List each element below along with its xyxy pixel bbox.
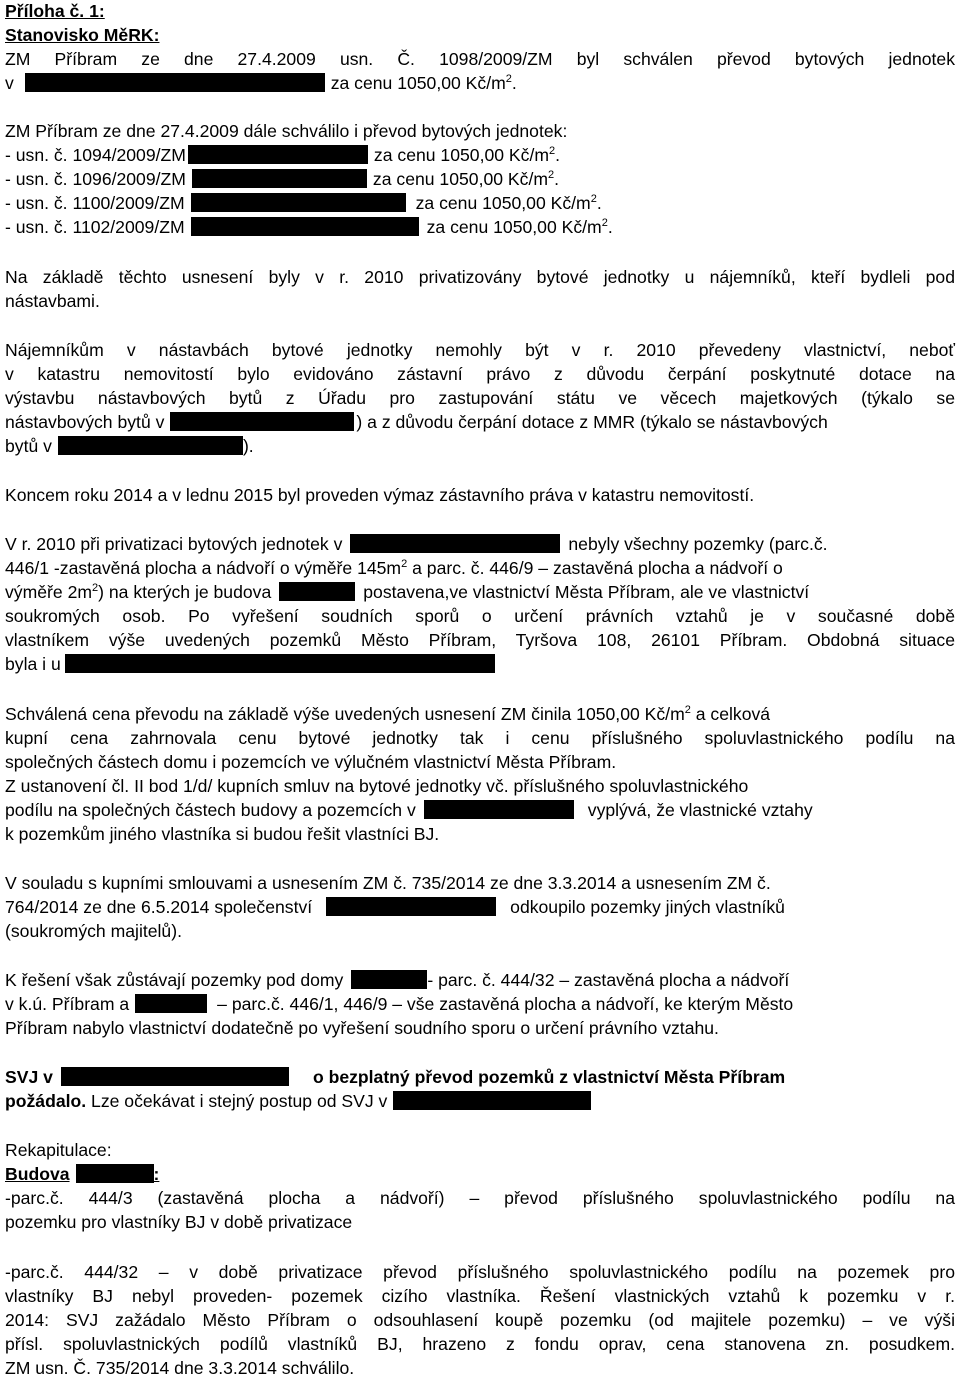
superscript: 2	[549, 145, 556, 157]
text: byla i u	[5, 654, 61, 674]
redaction-block	[61, 1067, 289, 1086]
resolution-number: - usn. č. 1096/2009/ZM	[5, 169, 186, 189]
redaction-block	[393, 1091, 591, 1110]
building-heading	[5, 1163, 159, 1185]
approval-item	[5, 192, 602, 214]
redaction-block	[65, 654, 495, 673]
resolution-number: - usn. č. 1100/2009/ZM	[5, 193, 185, 213]
text: odkoupilo pozemky jiných vlastníků	[510, 897, 785, 917]
paragraph-line	[5, 435, 254, 457]
paragraph-line	[5, 581, 809, 603]
punctuation: .	[554, 169, 560, 189]
text: a celková	[690, 704, 771, 724]
text: ) a z důvodu čerpání dotace z MMR (týkalo se nástavbových	[356, 412, 828, 432]
text: - parc. č. 444/32 – zastavěná plocha a nádvoří	[427, 970, 790, 990]
paragraph-line: kupní cena zahrnovala cenu bytové jednotky tak i cenu příslušného spoluvlastnického podílu na	[5, 728, 955, 748]
paragraph-line	[5, 1066, 785, 1088]
text: ).	[242, 436, 254, 456]
text: požádalo.	[5, 1091, 87, 1111]
text: Schválená cena převodu na základě výše uvedených usnesení ZM činila 1050,00 Kč/m	[5, 704, 685, 724]
paragraph-line: k pozemkům jiného vlastníka si budou řešit vlastníci BJ.	[5, 824, 440, 844]
text: Lze očekávat i stejný postup od SVJ v	[86, 1091, 388, 1111]
punctuation: .	[596, 193, 602, 213]
paragraph-line: soukromých osob. Po vyřešení soudních sporů o určení právních vztahů je v současné době	[5, 606, 955, 626]
paragraph-line: Z ustanovení čl. II bod 1/d/ kupních smluv na bytové jednotky vč. příslušného spoluvlastnického	[5, 776, 749, 796]
recap-heading: Rekapitulace:	[5, 1140, 112, 1160]
price-text: za cenu 1050,00 Kč/m	[415, 193, 591, 213]
approval-item	[5, 216, 613, 238]
text: v k.ú. Příbram a	[5, 994, 130, 1014]
redaction-block	[191, 193, 406, 212]
text: Budova	[5, 1164, 70, 1184]
approval-item	[5, 144, 560, 166]
redaction-block	[135, 994, 207, 1013]
text: podílu na společných částech budovy a pozemcích v	[5, 800, 416, 820]
redaction-block	[351, 970, 427, 989]
attachment-label: Příloha č. 1:	[5, 1, 105, 21]
redaction-block	[326, 897, 496, 916]
redaction-block	[192, 169, 367, 188]
paragraph-line	[5, 896, 785, 918]
redaction-block	[188, 145, 368, 164]
paragraph-line: V souladu s kupními smlouvami a usnesením ZM č. 735/2014 ze dne 3.3.2014 a usnesením ZM č.	[5, 873, 771, 893]
paragraph-line: v katastru nemovitostí bylo evidováno zástavní právo z důvodu čerpání poskytnuté dotace na	[5, 364, 955, 384]
text: – parc.č. 446/1, 446/9 – vše zastavěná plocha a nádvoří, ke kterým Město	[217, 994, 794, 1014]
paragraph-line	[5, 557, 783, 579]
text: ) na kterých je budova	[98, 582, 272, 602]
text: 446/1 -zastavěná plocha a nádvoří o výměře 145m	[5, 558, 402, 578]
intro-line-2	[5, 72, 517, 94]
text: vyplývá, že vlastnické vztahy	[587, 800, 813, 820]
redaction-block	[58, 436, 243, 455]
superscript: 2	[684, 704, 691, 716]
text: K řešení však zůstávají pozemky pod domy	[5, 970, 344, 990]
superscript: 2	[590, 193, 597, 205]
paragraph-line: 2014: SVJ zažádalo Město Příbram o odsouhlasení koupě pozemku (od majitele pozemku) – ve výši	[5, 1310, 955, 1330]
text: SVJ v	[5, 1067, 53, 1087]
intro-line: ZM Příbram ze dne 27.4.2009 usn. Č. 1098/2009/ZM byl schválen převod bytových jednotek	[5, 49, 955, 69]
paragraph-line: nástavbami.	[5, 291, 100, 311]
text: nebyly všechny pozemky (parc.č.	[568, 534, 828, 554]
superscript: 2	[601, 217, 608, 229]
text: a parc. č. 446/9 – zastavěná plocha a nádvoří o	[407, 558, 783, 578]
punctuation: .	[607, 217, 613, 237]
paragraph-line: ZM usn. Č. 735/2014 dne 3.3.2014 schválilo.	[5, 1358, 355, 1378]
resolution-number: - usn. č. 1102/2009/ZM	[5, 217, 185, 237]
paragraph-line: společných částech domu i pozemcích ve výlučném vlastnictví Města Příbram.	[5, 752, 617, 772]
redaction-block	[25, 73, 325, 92]
redaction-block	[170, 412, 354, 431]
price-text: za cenu 1050,00 Kč/m	[426, 217, 602, 237]
resolution-number: - usn. č. 1094/2009/ZM	[5, 145, 186, 165]
text: V r. 2010 při privatizaci bytových jednotek v	[5, 534, 343, 554]
paragraph-line: Příbram nabylo vlastnictví dodatečně po vyřešení soudního sporu o určení právního vztahu.	[5, 1018, 719, 1038]
punctuation: .	[555, 145, 561, 165]
text: výměře 2m	[5, 582, 93, 602]
superscript: 2	[92, 582, 99, 594]
paragraph-line	[5, 969, 789, 991]
paragraph-line: -parc.č. 444/32 – v době privatizace převod příslušného spoluvlastnického podílu na pozemek pro	[5, 1262, 955, 1282]
paragraph-line	[5, 411, 828, 433]
text: bytů v	[5, 436, 52, 456]
price-text: za cenu 1050,00 Kč/m	[330, 73, 506, 93]
text: 764/2014 ze dne 6.5.2014 společenství	[5, 897, 313, 917]
redaction-block	[350, 534, 560, 553]
text: o bezplatný převod pozemků z vlastnictví Města Příbram	[312, 1067, 786, 1087]
paragraph-line: vlastníky BJ nebyl proveden- pozemek cizího vlastníka. Řešení vlastnických vztahů k pozemku v r.	[5, 1286, 955, 1306]
superscript: 2	[505, 73, 512, 85]
paragraph-line: přísl. spoluvlastnických podílů vlastníků BJ, hrazeno z fondu oprav, cena stanovena zn. posudkem.	[5, 1334, 955, 1354]
redaction-block	[279, 582, 355, 601]
opinion-heading: Stanovisko MěRK:	[5, 25, 160, 45]
paragraph-line: vlastníkem výše uvedených pozemků Město Příbram, Tyršova 108, 26101 Příbram. Obdobná situace	[5, 630, 955, 650]
redaction-block	[191, 217, 419, 236]
paragraph-line: pozemku pro vlastníky BJ v době privatizace	[5, 1212, 353, 1232]
paragraph-line	[5, 653, 495, 675]
paragraph-line: Koncem roku 2014 a v lednu 2015 byl proveden výmaz zástavního práva v katastru nemovitostí.	[5, 485, 755, 505]
paragraph-line: (soukromých majitelů).	[5, 921, 182, 941]
redaction-block	[424, 800, 574, 819]
text: nástavbových bytů v	[5, 412, 165, 432]
paragraph-line: Na základě těchto usnesení byly v r. 2010 privatizovány bytové jednotky u nájemníků, kteří bydleli pod	[5, 267, 955, 287]
approval-item	[5, 168, 559, 190]
price-text: za cenu 1050,00 Kč/m	[373, 145, 549, 165]
paragraph-line	[5, 533, 828, 555]
paragraph-line: -parc.č. 444/3 (zastavěná plocha a nádvoří) – převod příslušného spoluvlastnického podílu na	[5, 1188, 955, 1208]
text: postavena,ve vlastnictví Města Příbram, ale ve vlastnictví	[363, 582, 810, 602]
redaction-block	[76, 1164, 154, 1183]
paragraph-line	[5, 799, 813, 821]
intro-text: v	[5, 73, 14, 93]
paragraph-line: Nájemníkům v nástavbách bytové jednotky nemohly být v r. 2010 převedeny vlastnictví, neboť	[5, 340, 955, 360]
superscript: 2	[548, 169, 555, 181]
paragraph-line	[5, 703, 770, 725]
text: :	[153, 1164, 160, 1184]
price-text: za cenu 1050,00 Kč/m	[372, 169, 548, 189]
paragraph-line	[5, 1090, 591, 1112]
paragraph-line	[5, 993, 793, 1015]
paragraph-line: výstavbu nástavbových bytů z Úřadu pro zastupování státu ve věcech majetkových (týkalo se	[5, 388, 955, 408]
punctuation: .	[511, 73, 517, 93]
approvals-heading: ZM Příbram ze dne 27.4.2009 dále schválilo i převod bytových jednotek:	[5, 121, 568, 141]
superscript: 2	[401, 558, 408, 570]
